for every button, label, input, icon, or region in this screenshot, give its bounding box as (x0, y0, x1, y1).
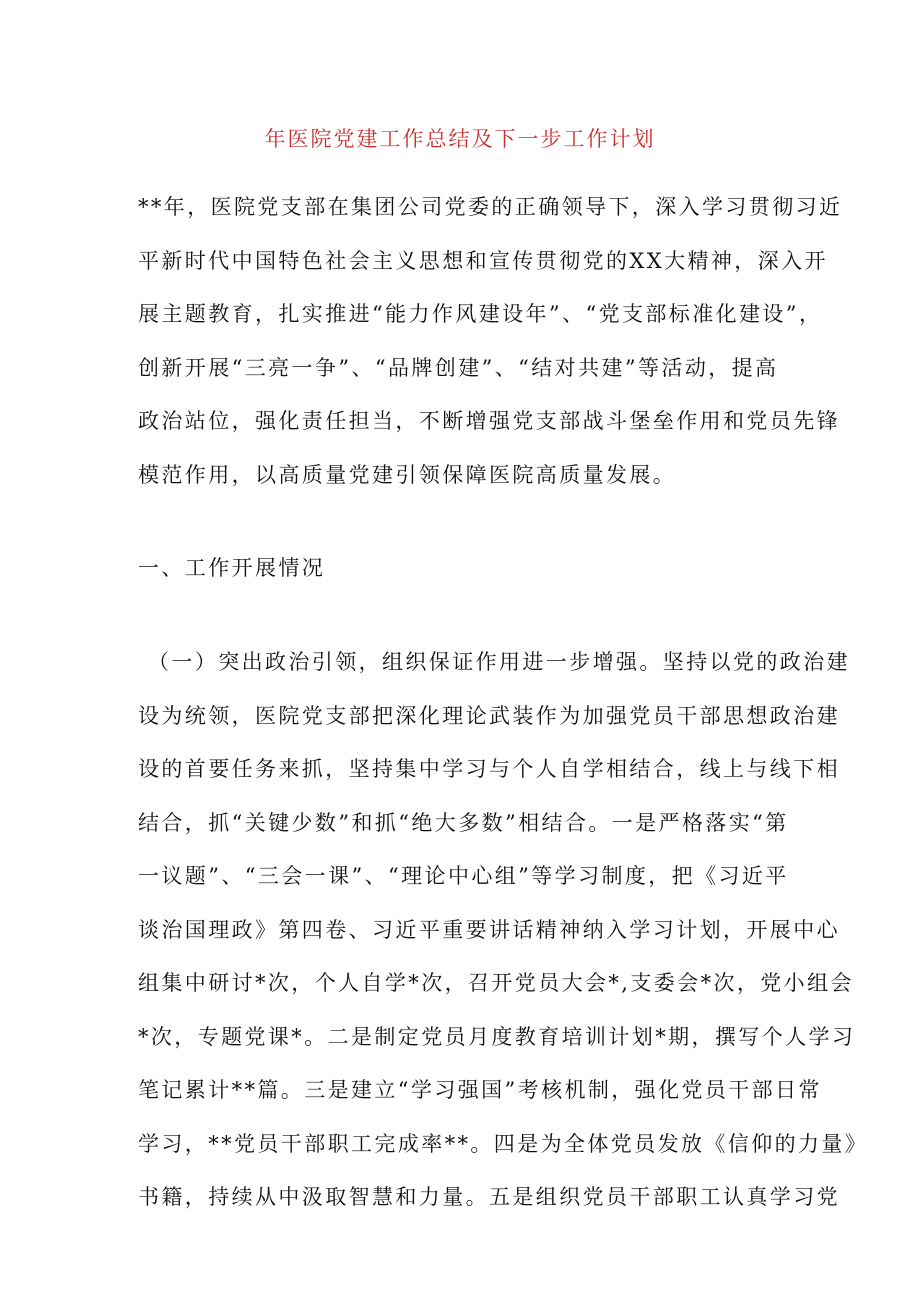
section-1-line: （一）突出政治引领，组织保证作用进一步增强。坚持以党的政治建 (148, 650, 850, 674)
section-1-paragraph (138, 636, 869, 1225)
section-1-line: 组集中研讨*次，个人自学*次，召开党员大会*,支委会*次，党小组会 (138, 971, 854, 995)
section-heading (138, 542, 800, 596)
section-1-line: 一议题”、“三会一课”、“理论中心组”等学习制度，把《习近平 (138, 864, 789, 888)
section-1-line: 学习，**党员干部职工完成率**。四是为全体党员发放《信仰的力量》 (138, 1131, 869, 1156)
intro-line: 平新时代中国特色社会主义思想和宣传贯彻党的XX大精神，深入开 (138, 248, 828, 273)
document-title: 年医院党建工作总结及下一步工作计划 (264, 127, 656, 151)
section-1-line: 谈治国理政》第四卷、习近平重要讲话精神纳入学习计划，开展中心 (138, 917, 840, 942)
intro-line: 政治站位，强化责任担当，不断增强党支部战斗堡垒作用和党员先锋 (138, 409, 840, 433)
section-1-line: 结合，抓“关键少数”和抓“绝大多数”相结合。一是严格落实“第 (138, 810, 789, 835)
intro-line: **年，医院党支部在集团公司党委的正确领导下，深入学习贯彻习近 (138, 195, 843, 219)
section-heading-text: 一、工作开展情况 (138, 556, 326, 580)
section-1-line: 设为统领，医院党支部把深化理论武装作为加强党员干部思想政治建 (138, 703, 840, 728)
section-1-line: 笔记累计**篇。三是建立“学习强国”考核机制，强化党员干部日常 (138, 1078, 822, 1102)
section-1-line: 书籍，持续从中汲取智慧和力量。五是组织党员干部职工认真学习党 (138, 1185, 840, 1209)
intro-line: 创新开展“三亮一争”、“品牌创建”、“结对共建”等活动，提高 (138, 355, 779, 380)
intro-line: 展主题教育，扎实推进“能力作风建设年”、“党支部标准化建设”， (138, 302, 823, 326)
section-1-line: *次，专题党课*。二是制定党员月度教育培训计划*期，撰写个人学习 (138, 1024, 856, 1049)
section-1-line: 设的首要任务来抓，坚持集中学习与个人自学相结合，线上与线下相 (138, 757, 840, 781)
intro-paragraph (138, 181, 843, 502)
intro-line: 模范作用，以高质量党建引领保障医院高质量发展。 (138, 462, 677, 487)
